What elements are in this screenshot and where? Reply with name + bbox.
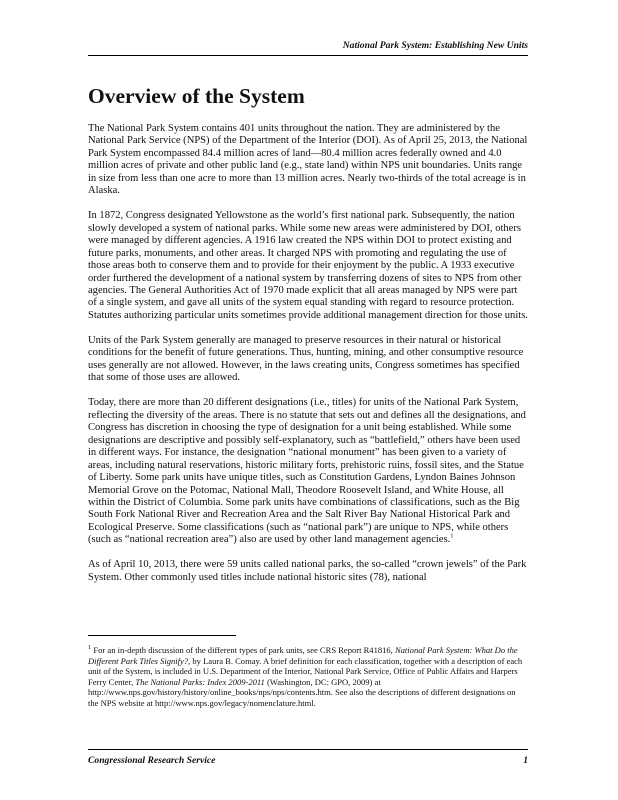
- footer-organization: Congressional Research Service: [88, 755, 216, 766]
- paragraph-4: [88, 397, 528, 546]
- page-number: 1: [523, 755, 528, 766]
- footnote-text-1: For an in-depth discussion of the different types of park units, see CRS Report R41816,: [91, 645, 395, 655]
- footnote-title-1: National Park System: What Do the Different Park Titles Signify?: [88, 645, 518, 666]
- footnote-text-2: , by Laura B. Comay. A brief definition for each classification, together with a description of each unit of the System, is included in U.S. Department of the Interior, National Park Service, Office of Public Affairs and Harpers Ferry Center,: [88, 655, 523, 687]
- paragraph-1: The National Park System contains 401 units throughout the nation. They are administered by the National Park Service (NPS) of the Department of the Interior (DOI). As of April 25, 2013, the National Park System encompassed 84.4 million acres of land—80.4 million acres federally owned and 4.0 million acres of private and other public land (e.g., state land) within NPS unit boundaries. Units range in size from less than one acre to more than 13 million acres. Nearly two-thirds of the total acreage is in Alaska.: [88, 123, 528, 197]
- footnote-title-2: The National Parks: Index 2009-2011: [135, 676, 265, 687]
- footnote-marker: 1: [88, 644, 92, 652]
- body-text: [88, 123, 528, 597]
- footnote-reference[interactable]: 1: [450, 532, 454, 540]
- header-rule: [88, 55, 528, 56]
- footer-rule: [88, 749, 528, 750]
- paragraph-3: Units of the Park System generally are managed to preserve resources in their natural or historical conditions for the benefit of future generations. Thus, hunting, mining, and other consumptive resource uses generally are not allowed. However, in the laws creating units, Congress sometimes has specified that some of those uses are allowed.: [88, 334, 524, 384]
- section-title: Overview of the System: [88, 84, 305, 108]
- paragraph-2: In 1872, Congress designated Yellowstone as the world’s first national park. Subsequently, the nation slowly developed a system of national parks. While some new areas were administered by DOI, others were managed by different agencies. A 1916 law created the NPS within DOI to protect existing and future parks, monuments, and other areas. It charged NPS with promoting and regulating the use of those areas both to conserve them and to provide for their enjoyment by the public. A 1933 executive order furthered the development of a national system by transferring dozens of sites to NPS from other agencies. The General Authorities Act of 1970 made explicit that all areas managed by NPS were part of a single system, and gave all units of the system equal standing with regard to resource protection. Statutes authorizing particular units sometimes provide additional management direction for those units.: [88, 210, 528, 321]
- footnote-text-3: (Washington, DC: GPO, 2009) at http://www.nps.gov/history/history/online_books/nps/nps/contents.htm. See also the descriptions of different designations on the NPS website at http://www.nps.gov/legacy/nomenclature.html.: [88, 676, 516, 708]
- running-header: National Park System: Establishing New Units: [342, 40, 528, 51]
- footnote: [88, 645, 528, 708]
- paragraph-4-text: Today, there are more than 20 different designations (i.e., titles) for units of the National Park System, reflecting the diversity of the areas. There is no statute that sets out and defines all the designations, and Congress has discretion in choosing the type of designation for a unit being established. While some designations are descriptive and possibly self-explanatory, such as “battlefield,” others have been used in different ways. For instance, the designation “national monument” has been given to a variety of areas, including natural reservations, historic military forts, prehistoric ruins, fossil sites, and the Statue of Liberty. Some park units have unique titles, such as Constitution Gardens, Lyndon Baines Johnson Memorial Grove on the Potomac, National Mall, Theodore Roosevelt Island, and White House, all within the District of Columbia. Some park units have combinations of classifications, such as the Big South Fork National River and Recreation Area and the Salt River Bay National Historical Park and Ecological Preserve. Some classifications (such as “national park”) are unique to NPS, while others (such as “national recreation area”) also are used by other land management agencies.: [88, 397, 526, 546]
- paragraph-5: As of April 10, 2013, there were 59 units called national parks, the so-called “crown jewels” of the Park System. Other commonly used titles include national historic sites (78), national: [88, 559, 527, 583]
- footnote-rule: [88, 635, 236, 636]
